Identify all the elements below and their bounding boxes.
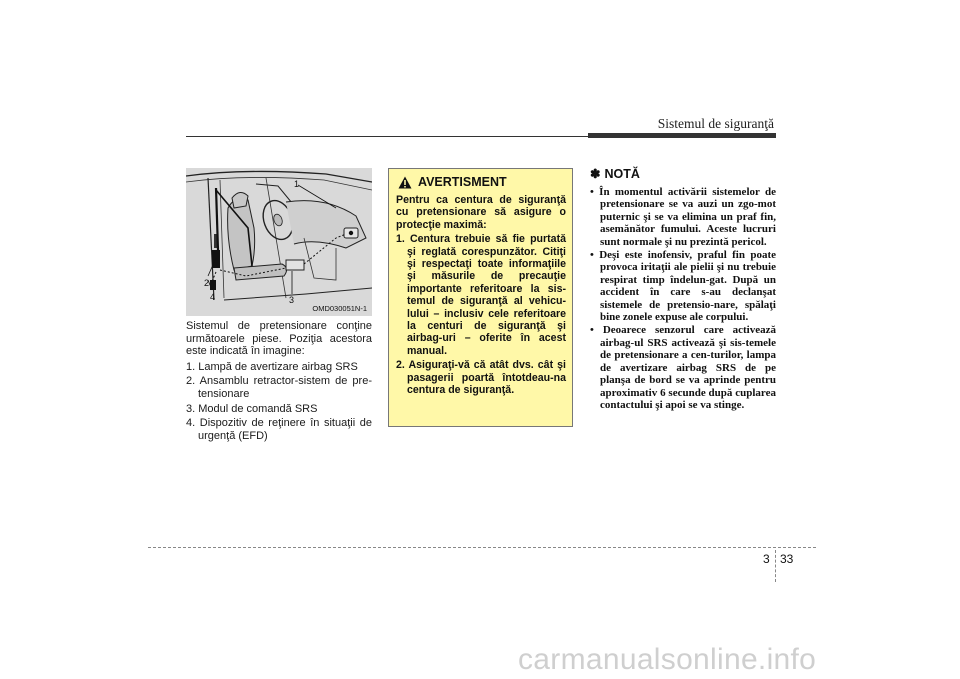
caption-item: 1. Lampă de avertizare airbag SRS	[186, 360, 358, 373]
caption-list	[186, 361, 372, 443]
note-title: NOTĂ	[604, 166, 640, 181]
footer-page-divider	[775, 550, 776, 582]
note-list	[590, 186, 776, 411]
callout-4: 4	[210, 292, 216, 302]
caption-item: 3. Modul de comandă SRS	[186, 402, 318, 415]
caption-item: 4. Dispozitiv de reţinere în situaţii de urgenţă (EFD)	[186, 417, 372, 442]
section-title: Sistemul de siguranţă	[657, 116, 774, 131]
callout-3: 3	[289, 295, 295, 305]
warning-list	[396, 233, 566, 396]
chapter-number: 3	[763, 552, 770, 566]
warning-box	[388, 168, 573, 427]
warning-item: 1. Centura trebuie să fie purtată şi reglată corespunzător. Citiţi şi respectaţi toate informaţiile şi măsurile de precauţie importante referitoare la sis-temul de siguranţă al vehicu-lului – inclusiv cele referitoare la centuri de siguranţă şi airbag-uri – oferite în acest manual.	[396, 233, 566, 357]
warning-title: AVERTISMENT	[418, 175, 507, 190]
figure-code: OMD030051N-1	[312, 304, 367, 313]
page-number: 33	[780, 552, 794, 566]
caption-item: 2. Ansamblu retractor-sistem de pre-tensionare	[186, 375, 372, 400]
warning-intro: Pentru ca centura de siguranţă cu pretensionare să asigure o protecţie maximă:	[396, 194, 566, 231]
caption-intro: Sistemul de pretensionare conţine următoarele piese. Poziţia acestora este indicată în imagine:	[186, 320, 372, 358]
note-symbol-icon: ✽	[590, 167, 601, 181]
note-header	[590, 166, 776, 181]
warning-header	[398, 176, 566, 189]
callout-2: 2	[204, 278, 210, 288]
footer-dashed-rule	[148, 547, 816, 548]
warning-triangle-icon	[398, 176, 412, 189]
note-item: • În momentul activării sistemelor de pretensionare se va auzi un zgo-mot puternic şi se va elimina un praf fin, asemănător fumului. Aceste lucruri sunt normale şi nu prezintă pericol.	[590, 186, 776, 248]
pretensioner-figure	[186, 168, 372, 316]
watermark: carmanualsonline.info	[518, 643, 817, 676]
note-section	[590, 166, 776, 412]
warning-item: 2. Asiguraţi-vă că atât dvs. cât şi pasagerii poartă întotdeau-na centura de siguranţă.	[396, 359, 566, 397]
header-rule-accent	[588, 133, 776, 138]
callout-1: 1	[294, 179, 300, 189]
figure-caption	[186, 320, 372, 444]
note-item: • Deoarece senzorul care activează airbag-ul SRS activează şi sis-temele de pretensionare a cen-turilor, lampa de avertizare airbag SRS de pe planşa de bord se va aprinde pentru aproximativ 6 secunde după cuplarea contactului şi apoi se va stinge.	[590, 324, 776, 411]
note-item: • Deşi este inofensiv, praful fin poate provoca iritaţii ale pielii şi nu trebuie respirat timp îndelun-gat. După un accident în care s-au declanşat sistemele de pretensio-nare, spălaţi bine zonele expuse ale corpului.	[590, 249, 776, 324]
